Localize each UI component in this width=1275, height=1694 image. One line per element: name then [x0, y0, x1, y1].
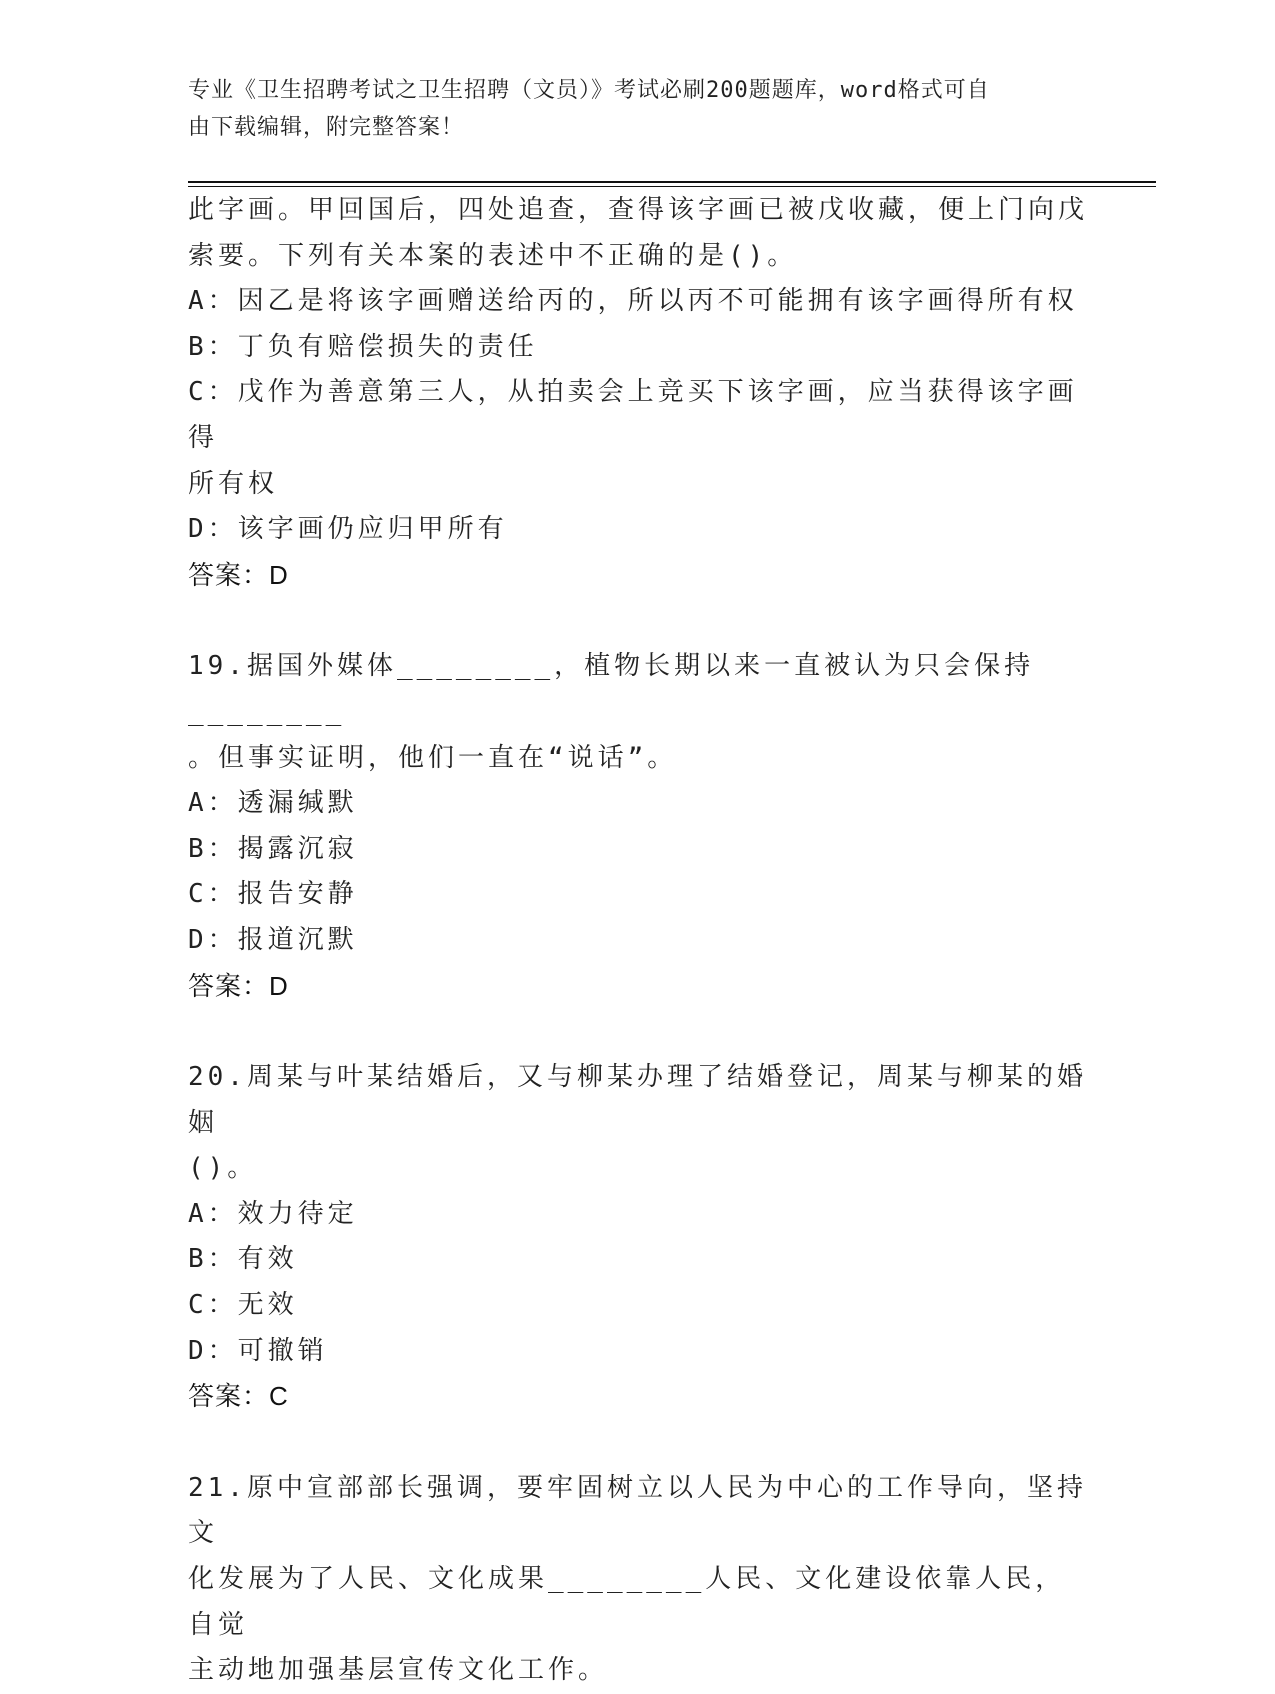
- header-line-1: 专业《卫生招聘考试之卫生招聘（文员）》考试必刷200题题库，word格式可自: [188, 78, 990, 103]
- question-stem-line: 。但事实证明，他们一直在“说话”。: [188, 742, 678, 773]
- option-c-continued: 所有权: [188, 468, 279, 499]
- question-stem-line: 19.据国外媒体________，植物长期以来一直被认为只会保持________: [188, 651, 1035, 727]
- option-b: B：有效: [188, 1244, 298, 1275]
- document-header: [188, 72, 1088, 146]
- question-stem-line: 20.周某与叶某结婚后，又与柳某办理了结婚登记，周某与柳某的婚姻: [188, 1062, 1087, 1138]
- question-stem-line: 索要。下列有关本案的表述中不正确的是()。: [188, 240, 798, 271]
- answer-label: 答案：D: [188, 559, 289, 590]
- question-stem-line: 主动地加强基层宣传文化工作。: [188, 1655, 609, 1686]
- header-divider-thick: [188, 181, 1156, 183]
- header-divider-thin: [188, 186, 1156, 187]
- question-stem-line: 21.原中宣部部长强调，要牢固树立以人民为中心的工作导向，坚持文: [188, 1472, 1087, 1549]
- option-d: D：报道沉默: [188, 924, 358, 955]
- question-20: [188, 1055, 1088, 1420]
- question-stem-line: 此字画。甲回国后，四处追查，查得该字画已被戊收藏，便上门向戊: [188, 195, 1089, 225]
- option-a: A：因乙是将该字画赠送给丙的，所以丙不可能拥有该字画得所有权: [188, 286, 1078, 317]
- option-a: A：透漏缄默: [188, 788, 358, 819]
- option-d: D：可撤销: [188, 1335, 328, 1366]
- answer-label: 答案：C: [188, 1381, 289, 1412]
- question-19: [188, 644, 1088, 1009]
- question-18: [188, 188, 1088, 598]
- question-21: [188, 1466, 1088, 1694]
- option-b: B：揭露沉寂: [188, 833, 358, 864]
- option-b: B：丁负有赔偿损失的责任: [188, 331, 538, 362]
- option-c: C：无效: [188, 1290, 298, 1321]
- answer-label: 答案：D: [188, 970, 289, 1001]
- option-a: A：效力待定: [188, 1198, 358, 1229]
- question-stem-line: 化发展为了人民、文化成果________人民、文化建设依靠人民，自觉: [188, 1564, 1066, 1640]
- option-d: D：该字画仍应归甲所有: [188, 514, 508, 545]
- question-stem-line: ()。: [188, 1153, 258, 1184]
- question-list: [188, 188, 1088, 1694]
- option-c: C：戊作为善意第三人，从拍卖会上竞买下该字画，应当获得该字画得: [188, 377, 1078, 453]
- option-c: C：报告安静: [188, 879, 358, 910]
- header-line-2: 由下载编辑，附完整答案！: [188, 115, 465, 140]
